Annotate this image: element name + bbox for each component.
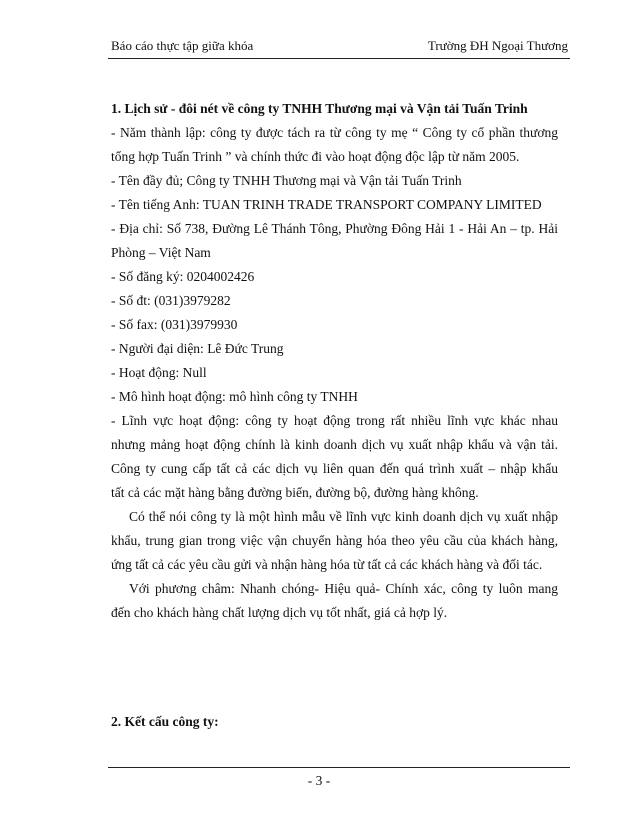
paragraph-line: ứng tất cả các yêu cầu gửi và nhận hàng hóa từ tất cả các khách hàng và đối tác. (111, 557, 543, 572)
body-line: - Tên tiếng Anh: TUAN TRINH TRADE TRANSPORT COMPANY LIMITED (111, 197, 542, 212)
body-line: - Địa chỉ: Số 738, Đường Lê Thánh Tông, Phường Đông Hải 1 - Hải An – tp. Hải (111, 221, 558, 236)
body-line: - Lĩnh vực hoạt động: công ty hoạt động trong rất nhiều lĩnh vực khác nhau (111, 413, 558, 428)
body-line: - Số đt: (031)3979282 (111, 293, 231, 308)
body-line: - Hoạt động: Null (111, 365, 207, 380)
body-line: - Số fax: (031)3979930 (111, 317, 238, 332)
section-1-heading: 1. Lịch sử - đôi nét về công ty TNHH Thương mại và Vận tải Tuấn Trinh (111, 101, 528, 116)
header-university-name: Trường ĐH Ngoại Thương (427, 38, 568, 53)
body-line: - Mô hình hoạt động: mô hình công ty TNHH (111, 389, 358, 404)
page-number: - 3 - (307, 773, 331, 788)
body-line: Phòng – Việt Nam (111, 245, 211, 260)
paragraph-line: Có thể nói công ty là một hình mẫu về lĩnh vực kinh doanh dịch vụ xuất nhập (129, 509, 558, 524)
page-header (111, 38, 568, 54)
body-line: tổng hợp Tuấn Trinh ” và chính thức đi vào hoạt động độc lập từ năm 2005. (111, 149, 520, 164)
body-line: tất cả các mặt hàng bằng đường biển, đường bộ, đường hàng không. (111, 485, 479, 500)
footer-divider (108, 767, 570, 768)
paragraph-line: khẩu, trung gian trong việc vận chuyển hàng hóa theo yêu cầu của khách hàng, (111, 533, 558, 548)
body-line: nhưng mảng hoạt động chính là kinh doanh dịch vụ xuất nhập khẩu và vận tải. (111, 437, 558, 452)
paragraph-line: đến cho khách hàng chất lượng dịch vụ tốt nhất, giá cả hợp lý. (111, 605, 448, 620)
document-body (111, 97, 558, 625)
header-report-title: Báo cáo thực tập giữa khóa (111, 38, 254, 53)
paragraph-line: Với phương châm: Nhanh chóng- Hiệu quả- Chính xác, công ty luôn mang (129, 581, 558, 596)
header-divider (108, 58, 570, 59)
body-line: - Số đăng ký: 0204002426 (111, 269, 255, 284)
body-line: - Tên đầy đủ; Công ty TNHH Thương mại và Vận tải Tuấn Trinh (111, 173, 462, 188)
section-2-heading: 2. Kết cấu công ty: (111, 714, 219, 729)
body-line: - Người đại diện: Lê Đức Trung (111, 341, 284, 356)
body-line: - Năm thành lập: công ty được tách ra từ công ty mẹ “ Công ty cổ phần thương (111, 125, 558, 140)
body-line: Công ty cung cấp tất cả các dịch vụ liên quan đến quá trình xuất – nhập khẩu (111, 461, 558, 476)
